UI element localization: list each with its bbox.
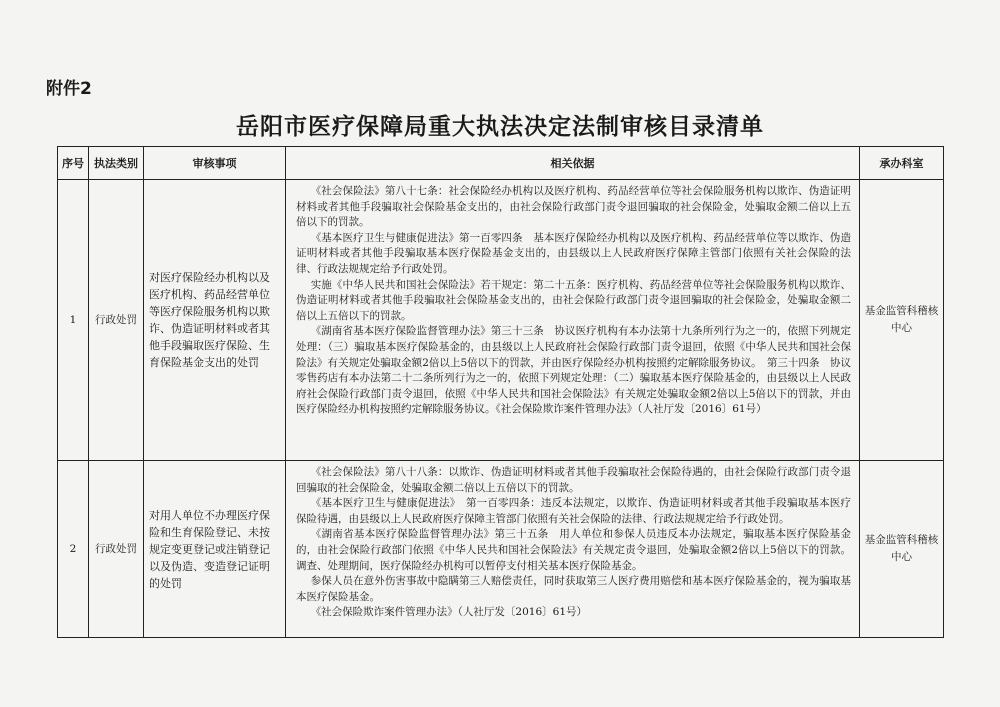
row-legal-basis [286,180,860,461]
table-header-row [58,147,944,180]
basis-paragraph: 《湖南省基本医疗保险监督管理办法》第三十五条 用人单位和参保人员违反本办法规定，骗取基本医疗保险基金的，由社会保险行政部门依照《中华人民共和国社会保险法》有关规定责令退回，处骗取金额2倍以上5倍以下的罚款。调查、处理期间，医疗保险经办机构可以暂停支付相关基本医疗保险基金。 [296,528,851,572]
row-legal-basis [286,461,860,638]
basis-paragraph: 《基本医疗卫生与健康促进法》 第一百零四条：违反本法规定，以欺诈、伪造证明材料或者其他手段骗取基本医疗保险待遇，由县级以上人民政府医疗保障主管部门依照有关社会保险的法律、行政法规规定给予行政处罚。 [296,497,851,525]
row-category: 行政处罚 [89,461,144,638]
basis-paragraph: 《湖南省基本医疗保险监督管理办法》第三十三条 协议医疗机构有本办法第十九条所列行为之一的，依照下列规定处理：（三）骗取基本医疗保险基金的，由县级以上人民政府社会保险行政部门责令退回，依照《中华人民共和国社会保险法》有关规定处骗取金额2倍以上5倍以下的罚款，并由医疗保险经办机构按照约定解除服务协议。 第三十四条 协议零售药店有本办法第二十二条所列行为之一的，依照下列规定处理：（二）骗取基本医疗保险基金的，由县级以上人民政府社会保险行政部门责令退回，依照《中华人民共和国社会保险法》有关规定处骗取金额2倍以上5倍以下的罚款，并由医疗保险经办机构按照约定解除服务协议。《社会保险欺诈案件管理办法》（人社厅发〔2016〕61号） [296,325,851,416]
document-title: 岳阳市医疗保障局重大执法决定法制审核目录清单 [236,114,764,140]
table-row [58,461,944,638]
table-row [58,180,944,461]
row-department: 基金监管科稽核中心 [860,180,944,461]
header-category: 执法类别 [89,147,144,180]
row-department: 基金监管科稽核中心 [860,461,944,638]
basis-paragraph: 实施《中华人民共和国社会保险法》若干规定：第二十五条：医疗机构、药品经营单位等社会保险服务机构以欺诈、伪造证明材料或者其他手段骗取社会保险基金支出的，由社会保险行政部门责令退回骗取的社会保险金，处骗取金额二倍以上五倍以下的罚款。 [296,278,851,322]
basis-paragraph: 《社会保险欺诈案件管理办法》（人社厅发〔2016〕61号） [310,606,588,619]
header-no: 序号 [58,147,89,180]
basis-paragraph: 参保人员在意外伤害事故中隐瞒第三人赔偿责任，同时获取第三人医疗费用赔偿和基本医疗保险基金的，视为骗取基本医疗保险基金。 [296,575,851,603]
row-number: 1 [58,180,89,461]
row-number: 2 [58,461,89,638]
row-review-item: 对用人单位不办理医疗保险和生育保险登记、未按规定变更登记或注销登记以及伪造、变造登记证明的处罚 [144,461,286,638]
row-category: 行政处罚 [89,180,144,461]
review-table [57,146,944,638]
row-review-item: 对医疗保险经办机构以及医疗机构、药品经营单位等医疗保险服务机构以欺诈、伪造证明材料或者其他手段骗取医疗保险、生育保险基金支出的处罚 [144,180,286,461]
header-item: 审核事项 [144,147,286,180]
attachment-label: 附件2 [46,79,92,99]
basis-paragraph: 《社会保险法》第八十八条：以欺诈、伪造证明材料或者其他手段骗取社会保险待遇的，由社会保险行政部门责令退回骗取的社会保险金，处骗取金额二倍以上五倍以下的罚款。 [296,466,851,494]
header-dept: 承办科室 [860,147,944,180]
header-basis: 相关依据 [286,147,860,180]
basis-paragraph: 《基本医疗卫生与健康促进法》第一百零四条 基本医疗保险经办机构以及医疗机构、药品经营单位等以欺诈、伪造证明材料或者其他手段骗取基本医疗保险基金支出的，由县级以上人民政府医疗保障主管部门依照有关社会保险的法律、行政法规规定给予行政处罚。 [296,231,851,275]
basis-paragraph: 《社会保险法》第八十七条：社会保险经办机构以及医疗机构、药品经营单位等社会保险服务机构以欺诈、伪造证明材料或者其他手段骗取社会保险基金支出的，由社会保险行政部门责令退回骗取的社会保险金，处骗取金额二倍以上五倍以下的罚款。 [296,185,851,229]
